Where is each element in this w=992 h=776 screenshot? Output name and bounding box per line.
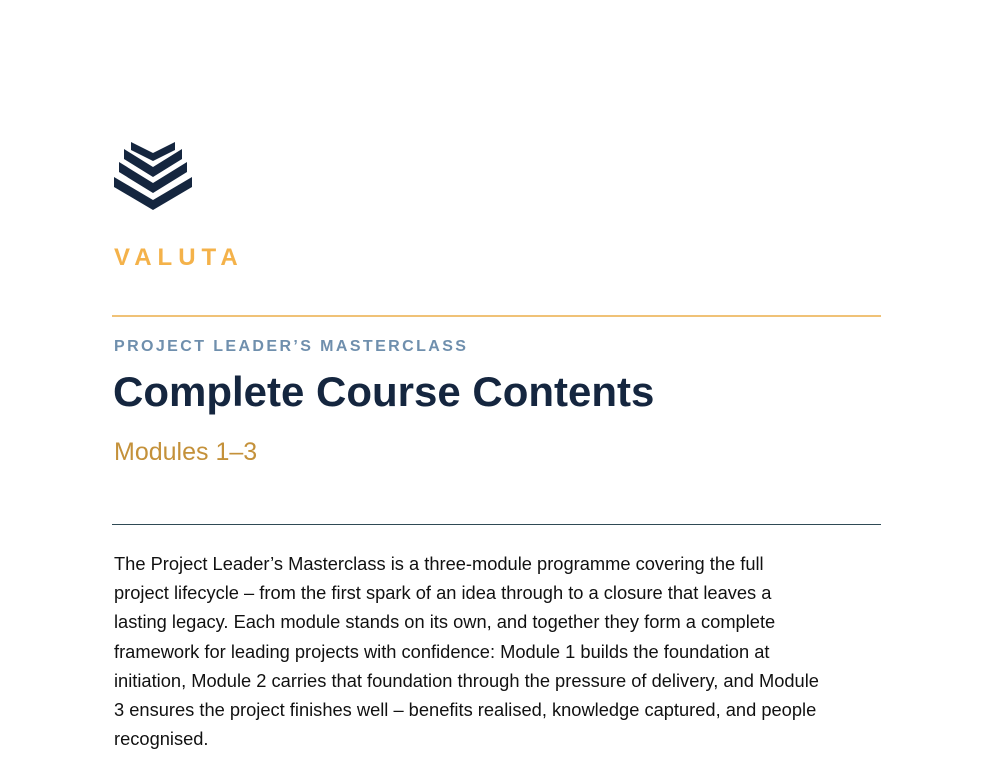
logo-mark [114, 142, 192, 210]
logo-chevron-bottom [114, 177, 192, 210]
intro-line: 3 ensures the project finishes well – benefits realised, knowledge captured, and people [114, 699, 817, 721]
intro-line: lasting legacy. Each module stands on its own, and together they form a complete [114, 611, 776, 633]
page-subtitle: Modules 1–3 [114, 438, 258, 466]
course-eyebrow: PROJECT LEADER’S MASTERCLASS [114, 338, 469, 355]
intro-line: initiation, Module 2 carries that foundation through the pressure of delivery, and Module [114, 669, 819, 691]
intro-line: The Project Leader’s Masterclass is a three-module programme covering the full [114, 553, 764, 574]
section-divider [112, 524, 881, 525]
brand-name: VALUTA [114, 244, 244, 271]
intro-line: project lifecycle – from the first spark of an idea through to a closure that leaves a [114, 582, 772, 604]
top-divider [112, 315, 881, 317]
intro-paragraph [114, 549, 884, 753]
stacked-chevron-leaf-icon [114, 142, 192, 210]
page-title: Complete Course Contents [113, 368, 655, 415]
intro-line: recognised. [114, 728, 209, 750]
intro-line: framework for leading projects with confidence: Module 1 builds the foundation at [114, 640, 770, 662]
